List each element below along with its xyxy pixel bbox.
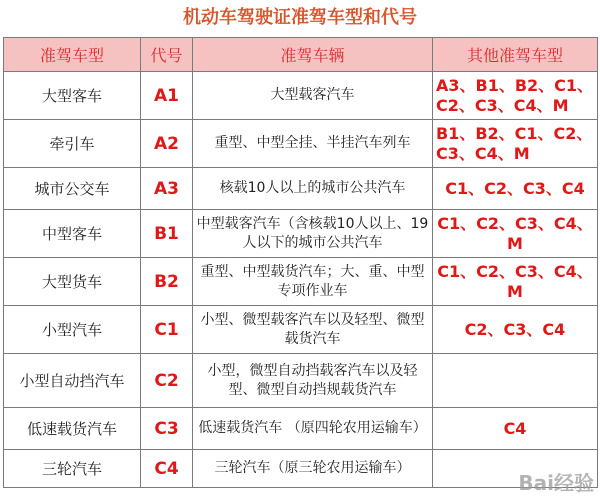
cell-other: C2、C3、C4 xyxy=(433,306,598,354)
cell-code: C1 xyxy=(141,306,193,354)
header-type: 准驾车型 xyxy=(4,38,141,72)
cell-code: C4 xyxy=(141,450,193,488)
table-row xyxy=(4,306,598,354)
cell-code: C3 xyxy=(141,408,193,450)
table-row xyxy=(4,168,598,210)
cell-other: B1、B2、C1、C2、C3、C4、M xyxy=(433,120,598,168)
cell-vehicle: 小型、微型载客汽车以及轻型、微型载货汽车 xyxy=(193,306,433,354)
cell-code: C2 xyxy=(141,354,193,408)
cell-other: C1、C2、C3、C4、M xyxy=(433,210,598,258)
table-row xyxy=(4,210,598,258)
header-row xyxy=(4,38,598,72)
table-row xyxy=(4,120,598,168)
cell-code: B1 xyxy=(141,210,193,258)
cell-other: C1、C2、C3、C4 xyxy=(433,168,598,210)
table-row xyxy=(4,450,598,488)
cell-other: A3、B1、B2、C1、C2、C3、C4、M xyxy=(433,72,598,120)
table-row xyxy=(4,408,598,450)
cell-vehicle: 三轮汽车（原三轮农用运输车） xyxy=(193,450,433,488)
table-row xyxy=(4,72,598,120)
cell-other xyxy=(433,354,598,408)
cell-code: A2 xyxy=(141,120,193,168)
cell-type: 小型汽车 xyxy=(4,306,141,354)
cell-code: A1 xyxy=(141,72,193,120)
header-code: 代号 xyxy=(141,38,193,72)
cell-type: 中型客车 xyxy=(4,210,141,258)
cell-other: C4 xyxy=(433,408,598,450)
cell-vehicle: 大型载客汽车 xyxy=(193,72,433,120)
watermark: Bai经验 xyxy=(518,471,594,495)
license-table xyxy=(3,37,598,488)
cell-vehicle: 小型，微型自动挡载客汽车以及轻型、微型自动挡规载货汽车 xyxy=(193,354,433,408)
cell-code: A3 xyxy=(141,168,193,210)
cell-type: 城市公交车 xyxy=(4,168,141,210)
cell-type: 大型货车 xyxy=(4,258,141,306)
table-title: 机动车驾驶证准驾车型和代号 xyxy=(183,7,417,28)
cell-vehicle: 中型载客汽车（含核载10人以上、19人以下的城市公共汽车 xyxy=(193,210,433,258)
header-other: 其他准驾车型 xyxy=(433,38,598,72)
cell-vehicle: 低速载货汽车 （原四轮农用运输车） xyxy=(193,408,433,450)
table-row xyxy=(4,258,598,306)
cell-vehicle: 重型、中型载货汽车；大、重、中型专项作业车 xyxy=(193,258,433,306)
cell-type: 牵引车 xyxy=(4,120,141,168)
table-row xyxy=(4,354,598,408)
cell-type: 低速载货汽车 xyxy=(4,408,141,450)
cell-vehicle: 核载10人以上的城市公共汽车 xyxy=(193,168,433,210)
cell-code: B2 xyxy=(141,258,193,306)
cell-other: C1、C2、C3、C4、M xyxy=(433,258,598,306)
cell-type: 三轮汽车 xyxy=(4,450,141,488)
header-vehicle: 准驾车辆 xyxy=(193,38,433,72)
cell-type: 小型自动挡汽车 xyxy=(4,354,141,408)
cell-type: 大型客车 xyxy=(4,72,141,120)
cell-vehicle: 重型、中型全挂、半挂汽车列车 xyxy=(193,120,433,168)
